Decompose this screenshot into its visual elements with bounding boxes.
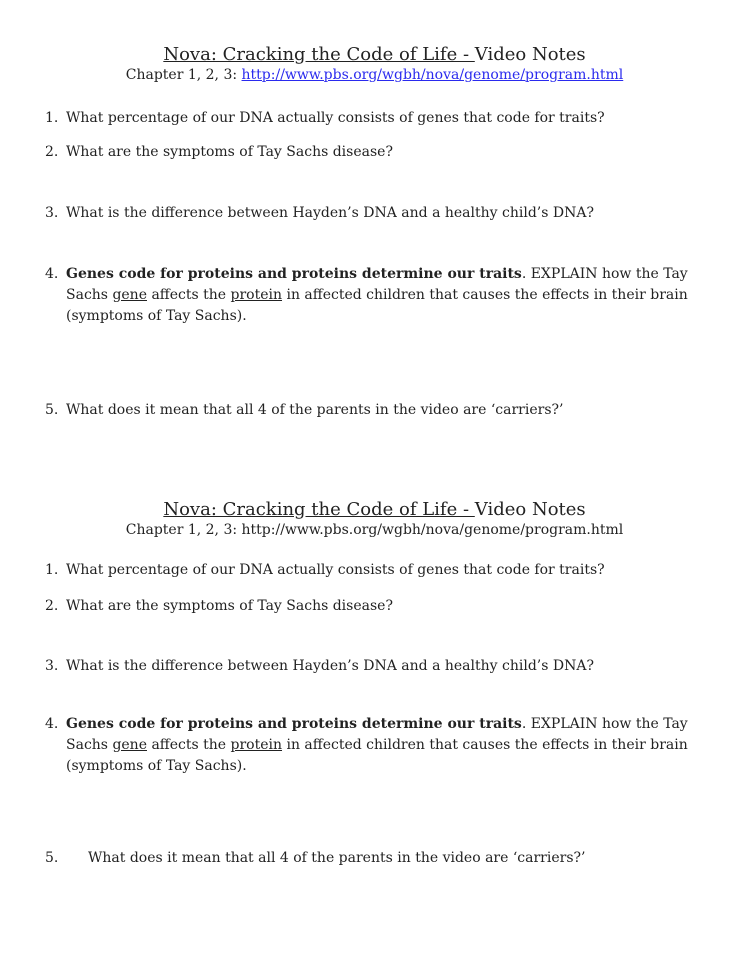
title-rest: Video Notes [474,499,586,520]
bold-statement: Genes code for proteins and proteins determine our traits [66,266,522,282]
question-1 [45,560,705,581]
question-number: 5. [45,402,59,418]
question-number: 3. [45,658,59,674]
underlined-protein: protein [230,287,283,303]
question-text: What does it mean that all 4 of the parents in the video are ‘carriers?’ [66,402,564,418]
chapter-label: Chapter 1, 2, 3: [125,67,242,83]
question-4 [45,264,705,327]
chapter-label: Chapter 1, 2, 3: [125,522,242,538]
question-number: 2. [45,598,59,614]
chapter-line [0,522,749,538]
question-2 [45,596,705,617]
question-5 [45,848,705,869]
question-text: What does it mean that all 4 of the parents in the video are ‘carriers?’ [88,850,586,866]
text-part: . EXPLAIN how the Tay Sachs [66,266,688,303]
underlined-gene: gene [112,737,147,753]
question-number: 4. [45,266,59,282]
text-part: affects the [147,737,231,753]
program-link[interactable]: http://www.pbs.org/wgbh/nova/genome/program.html [241,67,624,83]
question-1 [45,108,705,129]
question-number: 4. [45,716,59,732]
title-underlined: Nova: Cracking the Code of Life - [163,499,475,520]
question-number: 3. [45,205,59,221]
text-part: affects the [147,287,231,303]
underlined-gene: gene [112,287,147,303]
text-part: in affected children that causes the effects in their brain (symptoms of Tay Sachs). [66,287,688,324]
underlined-protein: protein [230,737,283,753]
worksheet-title [0,44,749,65]
question-5 [45,400,705,421]
question-4 [45,714,705,777]
question-text: What is the difference between Hayden’s DNA and a healthy child’s DNA? [66,205,594,221]
chapter-line [0,67,749,83]
question-text [66,264,705,327]
question-3 [45,656,705,677]
text-part: in affected children that causes the effects in their brain (symptoms of Tay Sachs). [66,737,688,774]
question-number: 2. [45,144,59,160]
program-url-text: http://www.pbs.org/wgbh/nova/genome/program.html [241,522,624,538]
question-number: 1. [45,110,59,126]
title-underlined: Nova: Cracking the Code of Life - [163,44,475,65]
question-text: What percentage of our DNA actually consists of genes that code for traits? [66,562,605,578]
worksheet-title [0,499,749,520]
bold-statement: Genes code for proteins and proteins determine our traits [66,716,522,732]
question-2 [45,142,705,163]
question-3 [45,203,705,224]
question-text: What is the difference between Hayden’s DNA and a healthy child’s DNA? [66,658,594,674]
question-text: What are the symptoms of Tay Sachs disease? [66,598,393,614]
question-text: What percentage of our DNA actually consists of genes that code for traits? [66,110,605,126]
question-number: 1. [45,562,59,578]
question-text: What are the symptoms of Tay Sachs disease? [66,144,393,160]
question-number: 5. [45,850,59,866]
title-rest: Video Notes [474,44,586,65]
text-part: . EXPLAIN how the Tay Sachs [66,716,688,753]
question-text [66,714,705,777]
